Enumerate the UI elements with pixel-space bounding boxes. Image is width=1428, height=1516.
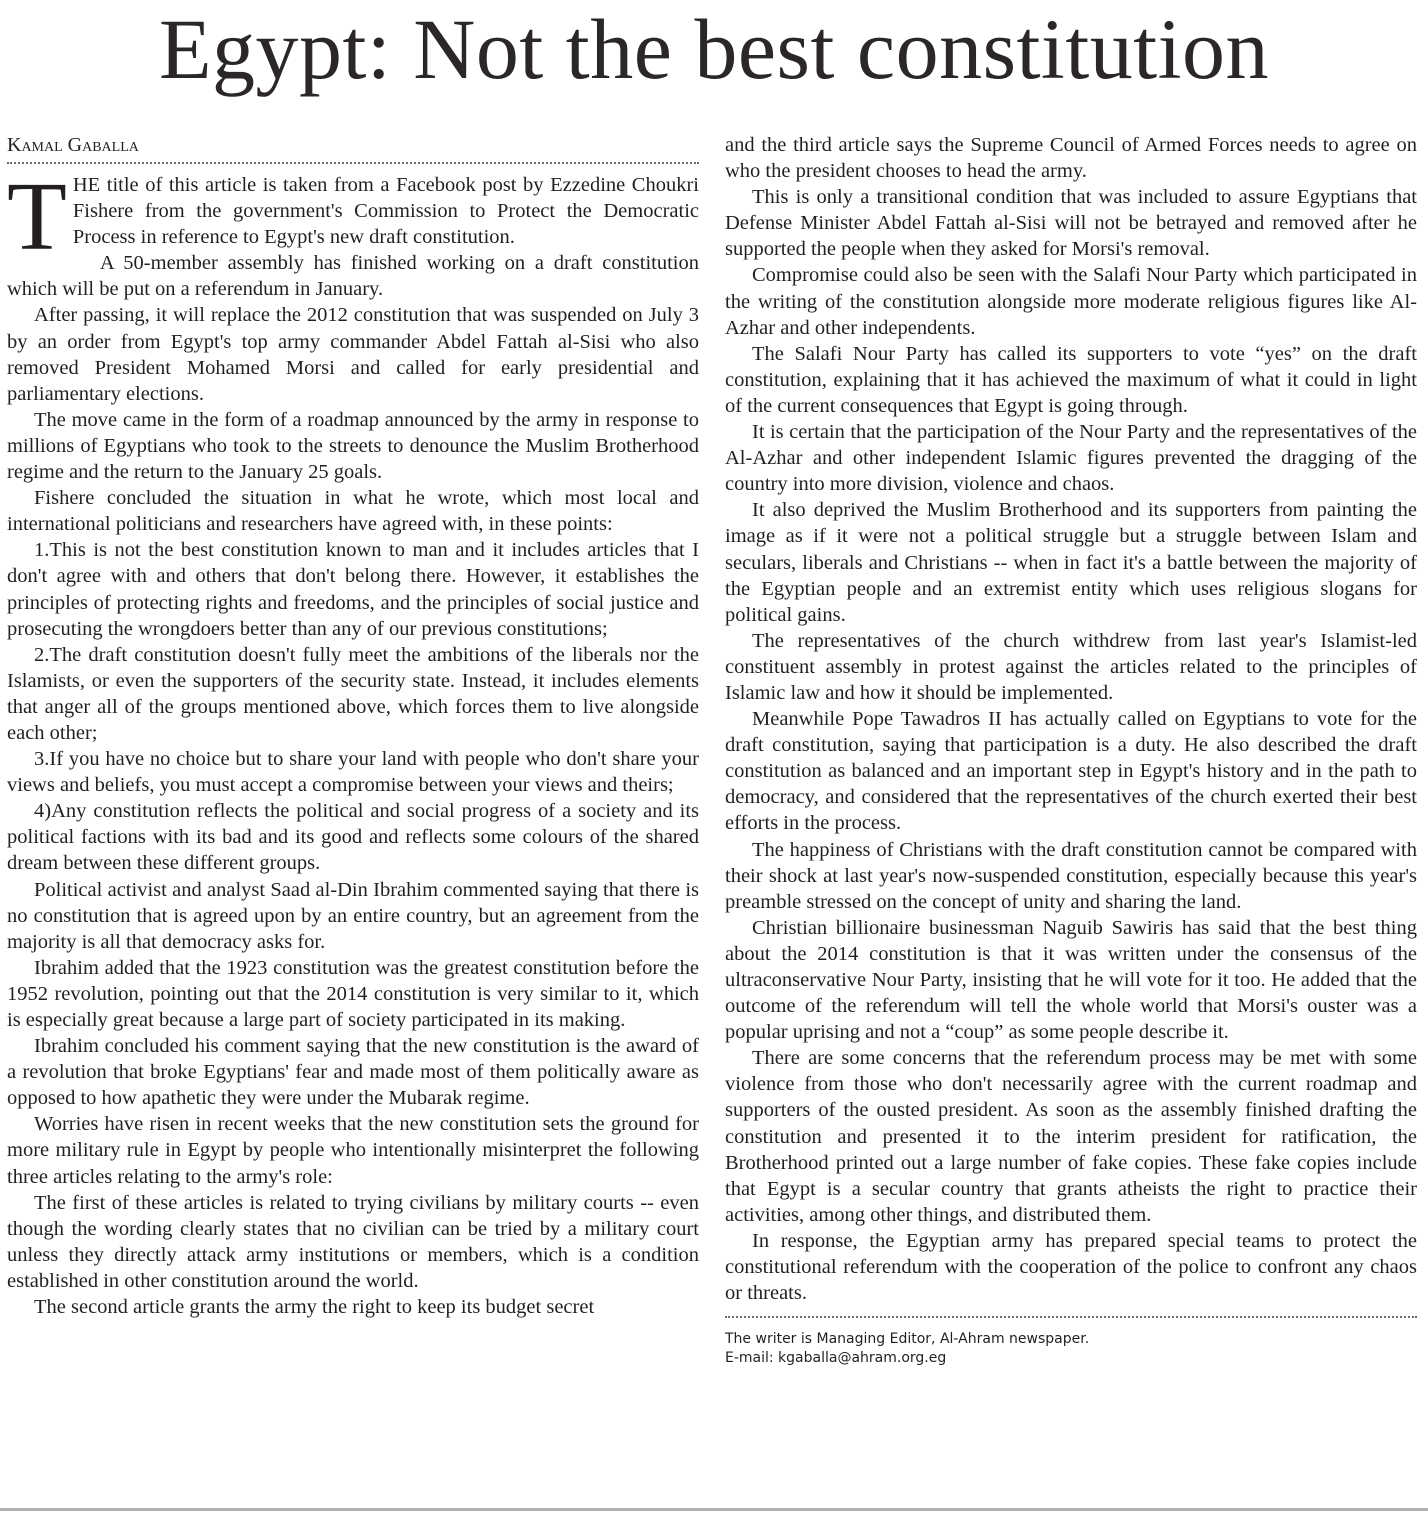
paragraph: There are some concerns that the referendum process may be met with some violence from those who don't necessarily agree with the current roadmap and supporters of the ousted president. As soon as the assembly finished drafting the constitution and presented it to the interim president for ratification, the Brotherhood printed out a large number of fake copies. These fake copies include that Egypt is a secular country that grants atheists the right to practice their activities, among other things, and distributed them. [725, 1047, 1417, 1226]
paragraph: The representatives of the church withdrew from last year's Islamist-led constituent assembly in protest against the articles related to the principles of Islamic law and how it should be implemented. [725, 629, 1417, 704]
paragraph: It also deprived the Muslim Brotherhood and its supporters from painting the image as if it were not a political struggle but a struggle between Islam and seculars, liberals and Christians -- when in fact it's a battle between the majority of the Egyptian people and an extremist entity which uses religious slogans for political gains. [725, 499, 1417, 626]
paragraph: Fishere concluded the situation in what he wrote, which most local and international politicians and researchers have agreed with, in these points: [7, 487, 699, 536]
paragraph: In response, the Egyptian army has prepared special teams to protect the constitutional referendum with the cooperation of the police to confront any chaos or threats. [725, 1229, 1417, 1305]
byline: Kamal Gaballa [7, 132, 699, 164]
paragraph: The first of these articles is related to trying civilians by military courts -- even though the wording clearly states that no civilian can be tried by a military court unless they directly attack army institutions or members, which is a condition established in other constitution around the world. [7, 1191, 699, 1292]
lead-paragraph [7, 163, 699, 271]
paragraph: The move came in the form of a roadmap announced by the army in response to millions of Egyptians who took to the streets to denounce the Muslim Brotherhood regime and the return to the January 25 goals. [7, 408, 699, 484]
left-column [7, 132, 699, 1494]
headline: Egypt: Not the best constitution [158, 1, 1270, 97]
right-column [725, 132, 1417, 1494]
bottom-rule [0, 1508, 1428, 1511]
drop-cap: T [7, 163, 67, 271]
paragraph: A 50-member assembly has finished working on a draft constitution which will be put on a referendum in January. [7, 252, 699, 301]
paragraph: Meanwhile Pope Tawadros II has actually called on Egyptians to vote for the draft constitution, saying that participation is a duty. He also described the draft constitution as balanced and an important step in Egypt's history and in the path to democracy, and considered that the representatives of the church exerted their best efforts in the process. [725, 708, 1417, 835]
paragraph: It is certain that the participation of the Nour Party and the representatives of the Al-Azhar and other independent Islamic figures prevented the dragging of the country into more division, violence and chaos. [725, 421, 1417, 496]
author-footer [725, 1316, 1417, 1368]
continued-paragraph: and the third article says the Supreme Council of Armed Forces needs to agree on who the president chooses to head the army. [725, 134, 1417, 183]
paragraph: The second article grants the army the right to keep its budget secret [34, 1296, 595, 1319]
paragraph: Ibrahim concluded his comment saying that the new constitution is the award of a revolution that broke Egyptians' fear and made most of them politically aware as opposed to how apathetic they were under the Mubarak regime. [7, 1035, 699, 1110]
paragraph: After passing, it will replace the 2012 constitution that was suspended on July 3 by an order from Egypt's top army commander Abdel Fattah al-Sisi who also removed President Mohamed Morsi and called for early presidential and parliamentary elections. [7, 304, 699, 405]
paragraph: 4)Any constitution reflects the political and social progress of a society and its political factions with its bad and its good and reflects some colours of the shared dream between these different groups. [7, 800, 699, 875]
paragraph: Political activist and analyst Saad al-Din Ibrahim commented saying that there is no constitution that is agreed upon by an entire country, but an agreement from the majority is all that democracy asks for. [7, 878, 699, 953]
paragraph: Compromise could also be seen with the Salafi Nour Party which participated in the writing of the constitution alongside more moderate religious figures like Al-Azhar and other independents. [725, 264, 1417, 339]
paragraph: Ibrahim added that the 1923 constitution was the greatest constitution before the 1952 revolution, pointing out that the 2014 constitution is very similar to it, which is especially great because a large part of society participated in its making. [7, 956, 699, 1031]
paragraph: Worries have risen in recent weeks that the new constitution sets the ground for more military rule in Egypt by people who intentionally misinterpret the following three articles relating to the army's role: [7, 1113, 699, 1188]
paragraph: The Salafi Nour Party has called its supporters to vote “yes” on the draft constitution, explaining that it has achieved the maximum of what it could in light of the current consequences that Egypt is going through. [725, 342, 1417, 417]
author-note: The writer is Managing Editor, Al-Ahram newspaper. [725, 1331, 1090, 1348]
paragraph: The happiness of Christians with the draft constitution cannot be compared with their shock at last year's now-suspended constitution, especially because this year's preamble stressed on the concept of unity and sharing the land. [725, 838, 1417, 913]
author-email: E-mail: kgaballa@ahram.org.eg [725, 1350, 947, 1367]
paragraph: 2.The draft constitution doesn't fully meet the ambitions of the liberals nor the Islamists, or even the supporters of the security state. Instead, it includes elements that anger all of the groups mentioned above, which forces them to live alongside each other; [7, 643, 699, 744]
paragraph: This is only a transitional condition that was included to assure Egyptians that Defense Minister Abdel Fattah al-Sisi will not be betrayed and removed after he supported the people when they asked for Morsi's removal. [725, 186, 1417, 261]
paragraph: 3.If you have no choice but to share your land with people who don't share your views and beliefs, you must accept a compromise between your views and theirs; [7, 748, 699, 797]
paragraph: 1.This is not the best constitution known to man and it includes articles that I don't agree with and others that don't belong there. However, it establishes the principles of protecting rights and freedoms, and the principles of social justice and prosecuting the wrongdoers better than any of our previous constitutions; [7, 539, 699, 640]
lead-text: HE title of this article is taken from a Facebook post by Ezzedine Choukri Fishere from the government's Commission to Protect the Democratic Process in reference to Egypt's new draft constitution. [72, 174, 699, 249]
paragraph: Christian billionaire businessman Naguib Sawiris has said that the best thing about the 2014 constitution is that it was written under the consensus of the ultraconservative Nour Party, insisting that he will vote for it too. He added that the outcome of the referendum will tell the whole world that Morsi's ouster was a popular uprising and not a “coup” as some people describe it. [725, 916, 1417, 1044]
